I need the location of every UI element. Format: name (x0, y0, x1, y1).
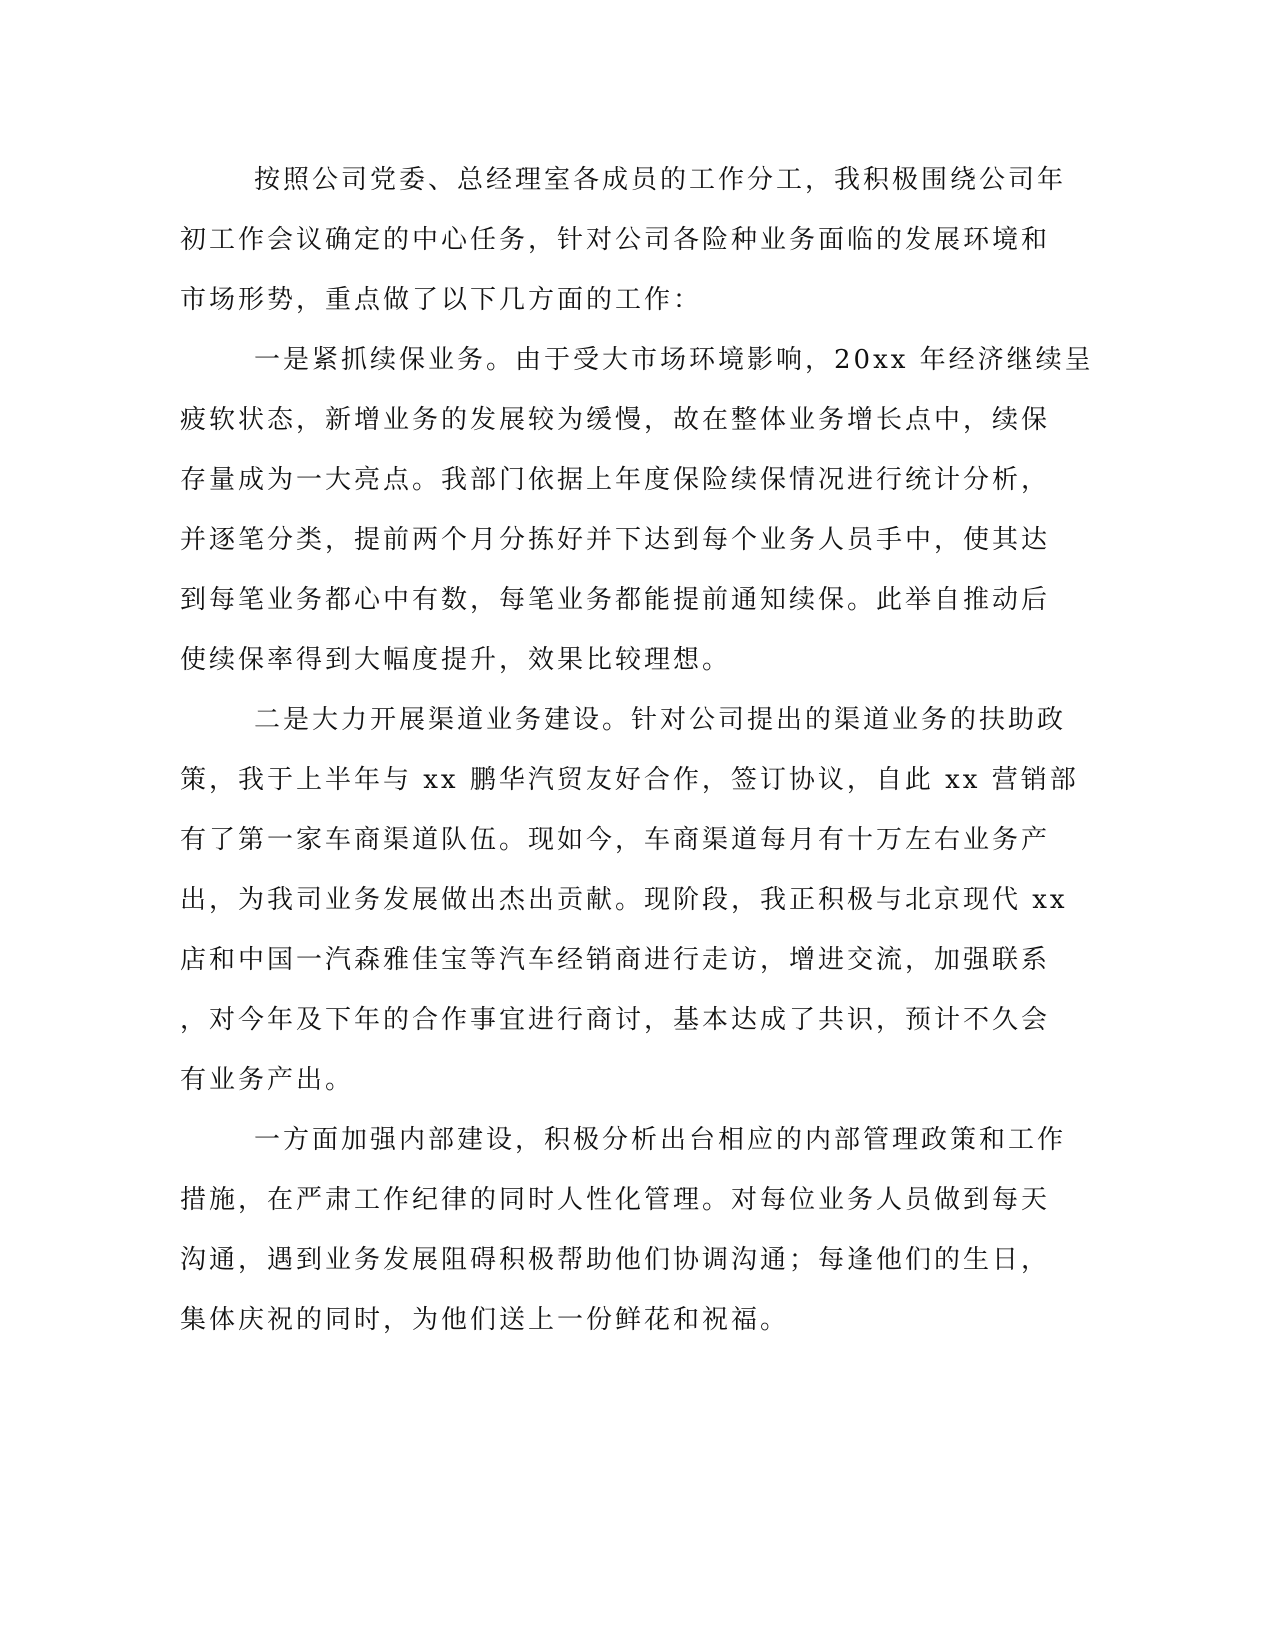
paragraph-line: 店和中国一汽森雅佳宝等汽车经销商进行走访，增进交流，加强联系 (180, 945, 1051, 975)
document-body (180, 150, 1094, 1350)
paragraph-line: 二是大力开展渠道业务建设。针对公司提出的渠道业务的扶助政 (254, 705, 1067, 735)
paragraph-line: 有业务产出。 (180, 1065, 355, 1095)
paragraph-line: 集体庆祝的同时，为他们送上一份鲜花和祝福。 (180, 1305, 790, 1335)
paragraph-line: 有了第一家车商渠道队伍。现如今，车商渠道每月有十万左右业务产 (180, 825, 1051, 855)
paragraph-line: 措施，在严肃工作纪律的同时人性化管理。对每位业务人员做到每天 (180, 1185, 1051, 1215)
paragraph-line: 存量成为一大亮点。我部门依据上年度保险续保情况进行统计分析， (180, 465, 1051, 495)
paragraph-intro (180, 150, 1067, 330)
paragraph-line: 使续保率得到大幅度提升，效果比较理想。 (180, 645, 732, 675)
paragraph-line: 并逐笔分类，提前两个月分拣好并下达到每个业务人员手中，使其达 (180, 525, 1051, 555)
paragraph-renewal-business (180, 330, 1094, 690)
paragraph-line: 到每笔业务都心中有数，每笔业务都能提前通知续保。此举自推动后 (180, 585, 1051, 615)
paragraph-line: 按照公司党委、总经理室各成员的工作分工，我积极围绕公司年 (254, 165, 1067, 195)
paragraph-line: ，对今年及下年的合作事宜进行商讨，基本达成了共识，预计不久会 (180, 1005, 1051, 1035)
paragraph-line: 市场形势，重点做了以下几方面的工作： (180, 285, 703, 315)
paragraph-line: 初工作会议确定的中心任务，针对公司各险种业务面临的发展环境和 (180, 225, 1051, 255)
paragraph-line: 一方面加强内部建设，积极分析出台相应的内部管理政策和工作 (254, 1125, 1067, 1155)
paragraph-channel-business (180, 690, 1079, 1110)
paragraph-internal-construction (180, 1110, 1067, 1350)
paragraph-line: 出，为我司业务发展做出杰出贡献。现阶段，我正积极与北京现代 xx (180, 885, 1068, 915)
paragraph-line: 一是紧抓续保业务。由于受大市场环境影响，20xx 年经济继续呈 (254, 345, 1094, 375)
paragraph-line: 沟通，遇到业务发展阻碍积极帮助他们协调沟通；每逢他们的生日， (180, 1245, 1051, 1275)
paragraph-line: 策，我于上半年与 xx 鹏华汽贸友好合作，签订协议，自此 xx 营销部 (180, 765, 1079, 795)
paragraph-line: 疲软状态，新增业务的发展较为缓慢，故在整体业务增长点中，续保 (180, 405, 1051, 435)
